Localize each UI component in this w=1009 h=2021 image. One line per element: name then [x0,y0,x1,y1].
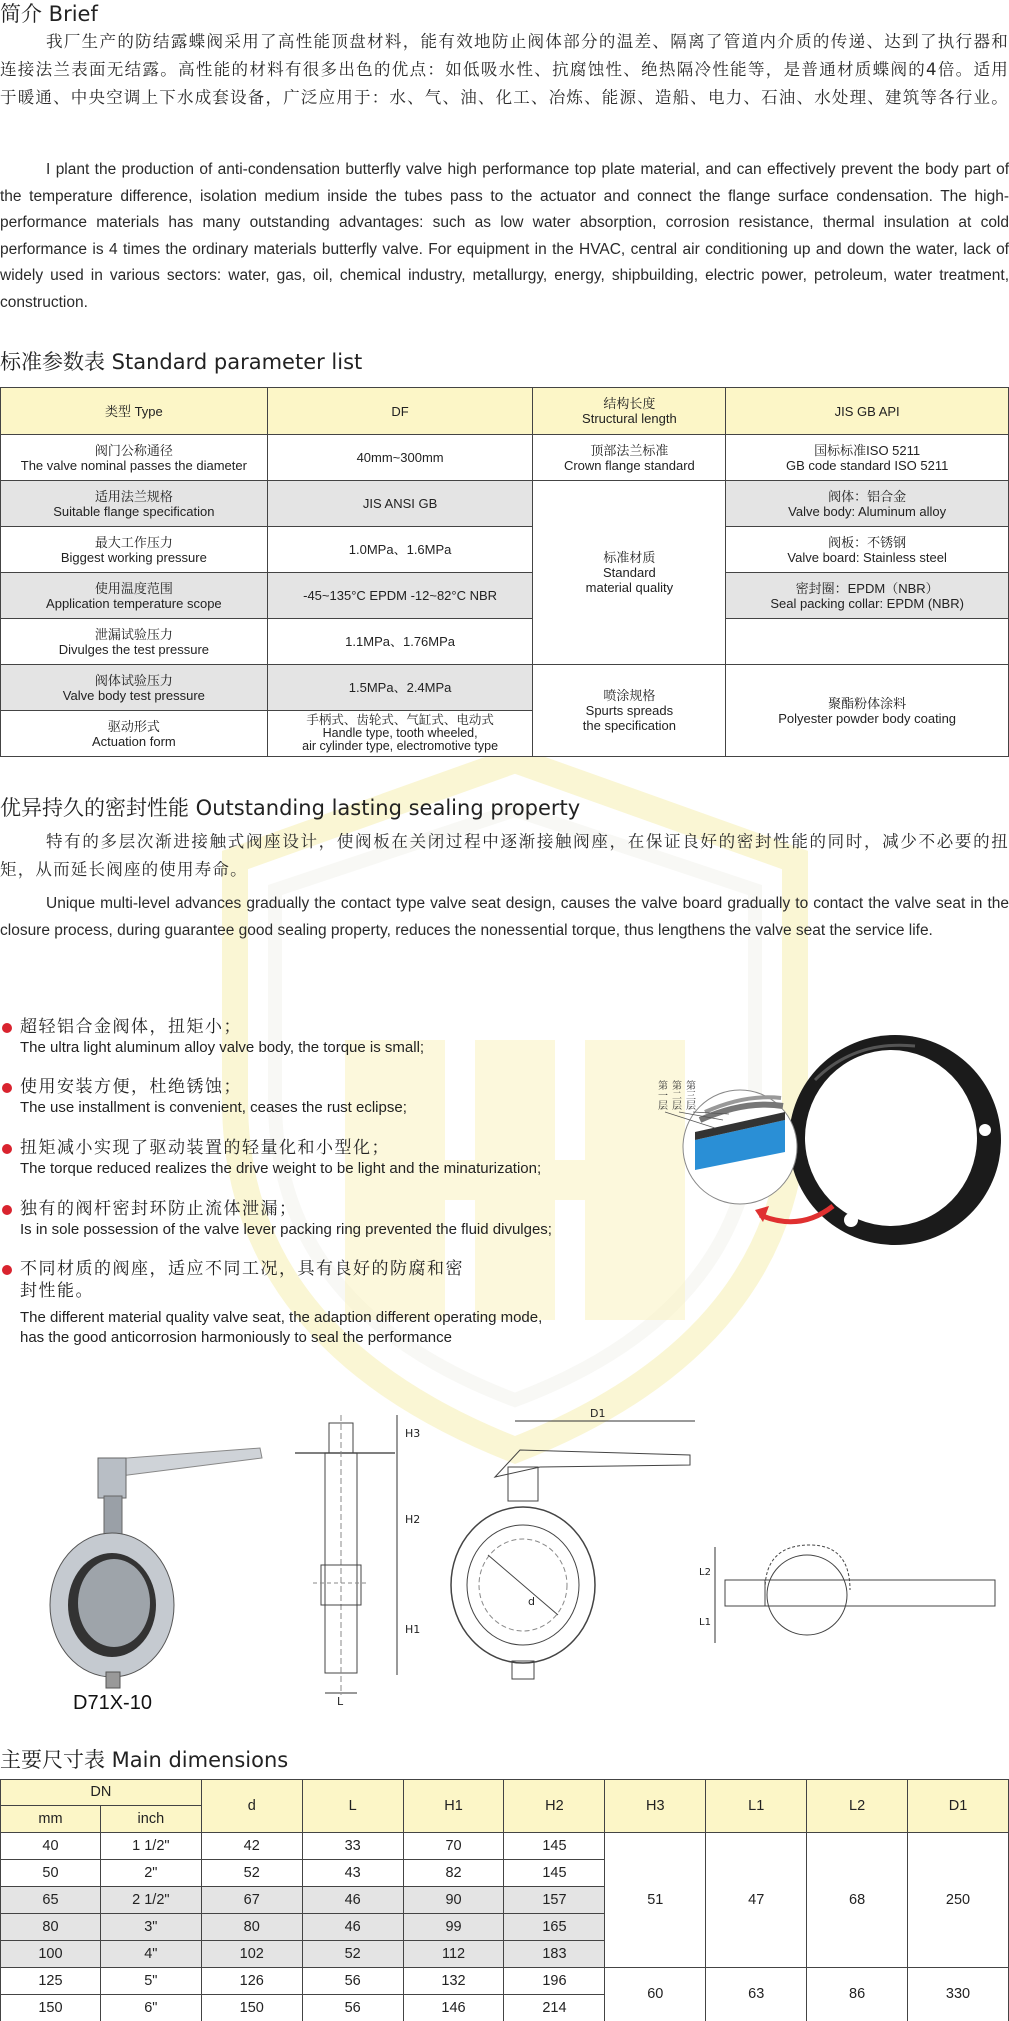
table-row: 65 2 1/2" 67 46 90 157 [1,1887,1009,1914]
dims-header-H2: H2 [504,1780,605,1833]
std-row-value: 手柄式、齿轮式、气缸式、电动式 Handle type, tooth wheeled, air cylinder type, electromotive type [267,711,533,757]
dims-group1-L1: 47 [706,1833,807,1968]
svg-text:L2: L2 [699,1567,711,1578]
std-row-value: 阀板：不锈钢 Valve board: Stainless steel [726,527,1009,573]
bullet-icon [2,1023,12,1033]
feature-item: 使用安装方便，杜绝锈蚀； The use installment is convenient, ceases the rust eclipse; [0,1076,660,1118]
std-header-type: 类型 Type [1,388,268,435]
std-row-label: 泄漏试验压力 Divulges the test pressure [1,619,268,665]
std-coating-label: 喷涂规格 Spurts spreads the specification [533,665,726,757]
feature-item: 不同材质的阀座，适应不同工况，具有良好的防腐和密 封性能。 The different material quality valve seat, the adaption different operating mode, has the good anticorrosion harmoniously to seal the performance [0,1258,660,1348]
dims-header-mm: mm [1,1806,101,1833]
std-row-value: JIS ANSI GB [267,481,533,527]
technical-drawing-side-view [285,1405,425,1705]
svg-text:L1: L1 [699,1617,711,1628]
std-row-value: 1.5MPa、2.4MPa [267,665,533,711]
model-caption: D71X-10 [73,1692,152,1714]
dims-header-dn: DN [1,1780,202,1806]
std-header-struct: 结构长度 Structural length [533,388,726,435]
seal-zh-text: 特有的多层次渐进接触式阀座设计，使阀板在关闭过程中逐渐接触阀座，在保证良好的密封性能的同时，减少不必要的扭矩，从而延长阀座的使用寿命。 [0,832,1009,879]
std-row-label: 顶部法兰标准 Crown flange standard [533,435,726,481]
std-row-value: 40mm~300mm [267,435,533,481]
technical-drawing-handle-view [695,1535,1005,1665]
seat-layer-label: 第三层 [683,1080,695,1110]
table-row: 125 5" 126 56 132 196 60 63 86 330 [1,1968,1009,1995]
std-row-label: 阀体试验压力 Valve body test pressure [1,665,268,711]
brief-title: 简介 Brief [0,2,98,26]
bullet-icon [2,1205,12,1215]
feature-item: 扭矩减小实现了驱动装置的轻量化和小型化； The torque reduced realizes the drive weight to be light and the minaturization; [0,1137,660,1179]
dims-group1-H3: 51 [605,1833,706,1968]
std-row-value: 阀体：铝合金 Valve body: Aluminum alloy [726,481,1009,527]
dims-group1-L2: 68 [807,1833,908,1968]
svg-text:D1: D1 [590,1407,606,1420]
dims-header-L: L [302,1780,403,1833]
table-row: 150 6" 150 56 146 214 [1,1995,1009,2021]
svg-text:L: L [337,1695,344,1705]
dims-header-H3: H3 [605,1780,706,1833]
table-row: 40 1 1/2" 42 33 70 145 51 47 68 250 [1,1833,1009,1860]
svg-text:H2: H2 [405,1513,421,1526]
dims-header-L1: L1 [706,1780,807,1833]
main-dimensions-table [0,1779,1009,2021]
seat-layer-label: 第一层 [655,1080,667,1110]
table-row: 80 3" 80 46 99 165 [1,1914,1009,1941]
std-row-value: 1.1MPa、1.76MPa [267,619,533,665]
dims-title: 主要尺寸表 Main dimensions [0,1748,289,1772]
valve-photo-d71x10 [40,1440,270,1690]
std-coating-value: 聚酯粉体涂料 Polyester powder body coating [726,665,1009,757]
dims-header-D1: D1 [908,1780,1009,1833]
seal-en-text: Unique multi-level advances gradually the contact type valve seat design, causes the valve board gradually to contact the valve seat in the closure process, during guarantee good sealing property, reduces the nonessential torque, thus lengthens the valve seat the service life. [0,895,1009,939]
std-row-label: 驱动形式 Actuation form [1,711,268,757]
bullet-icon [2,1265,12,1275]
std-row-value: 国标标准ISO 5211 GB code standard ISO 5211 [726,435,1009,481]
svg-text:H1: H1 [405,1623,421,1636]
dims-group2-D1: 330 [908,1968,1009,2021]
std-row-value: 密封圈：EPDM（NBR） Seal packing collar: EPDM (NBR) [726,573,1009,619]
svg-text:d: d [528,1595,535,1608]
std-title: 标准参数表 Standard parameter list [0,350,363,374]
svg-text:H3: H3 [405,1427,421,1440]
dims-header-L2: L2 [807,1780,908,1833]
std-header-df: DF [267,388,533,435]
valve-seat-ring-illustration [655,1020,1009,1260]
std-row-label: 使用温度范围 Application temperature scope [1,573,268,619]
dims-group2-L2: 86 [807,1968,908,2021]
std-header-standards: JIS GB API [726,388,1009,435]
table-row: 50 2" 52 43 82 145 [1,1860,1009,1887]
dims-header-inch: inch [100,1806,201,1833]
brief-zh-text: 我厂生产的防结露蝶阀采用了高性能顶盘材料，能有效地防止阀体部分的温差、隔离了管道内介质的传递、达到了执行器和连接法兰表面无结露。高性能的材料有很多出色的优点：如低吸水性、抗腐蚀性、绝热隔冷性能等，是普通材质蝶阀的4倍。适用于暖通、中央空调上下水成套设备，广泛应用于：水、气、油、化工、冶炼、能源、造船、电力、石油、水处理、建筑等各行业。 [0,32,1009,107]
technical-drawing-front-view [440,1405,700,1695]
feature-item: 超轻铝合金阀体，扭矩小； The ultra light aluminum alloy valve body, the torque is small; [0,1016,660,1058]
seal-title: 优异持久的密封性能 Outstanding lasting sealing property [0,796,581,820]
std-row-value: 1.0MPa、1.6MPa [267,527,533,573]
table-row: 100 4" 102 52 112 183 [1,1941,1009,1968]
feature-item: 独有的阀杆密封环防止流体泄漏； Is in sole possession of the valve lever packing ring prevented the fluid divulges; [0,1198,660,1240]
dims-header-d: d [201,1780,302,1833]
seat-layer-label: 第二层 [669,1080,681,1110]
std-row-label: 最大工作压力 Biggest working pressure [1,527,268,573]
std-material-label: 标准材质 Standard material quality [533,481,726,665]
std-row-label: 阀门公称通径 The valve nominal passes the diameter [1,435,268,481]
dims-group2-L1: 63 [706,1968,807,2021]
std-row-value: -45~135°C EPDM -12~82°C NBR [267,573,533,619]
dims-header-H1: H1 [403,1780,504,1833]
dims-group1-D1: 250 [908,1833,1009,1968]
std-row-value-empty [726,619,1009,665]
std-row-label: 适用法兰规格 Suitable flange specification [1,481,268,527]
standard-parameter-table [0,387,1009,757]
bullet-icon [2,1083,12,1093]
brief-en-text: I plant the production of anti-condensation butterfly valve high performance top plate material, and can effectively prevent the body part of the temperature difference, isolation medium inside the tubes pass to the actuator and connect the flange surface condensation. The high-performance materials has many outstanding advantages: such as low water absorption, corrosion resistance, thermal insulation at cold performance is 4 times the ordinary materials butterfly valve. For equipment in the HVAC, central air conditioning up and down the water, lack of widely used in various sectors: water, gas, oil, chemical industry, metallurgy, energy, shipbuilding, electric power, petroleum, water treatment, construction. [0,161,1009,311]
dims-group2-H3: 60 [605,1968,706,2021]
bullet-icon [2,1144,12,1154]
